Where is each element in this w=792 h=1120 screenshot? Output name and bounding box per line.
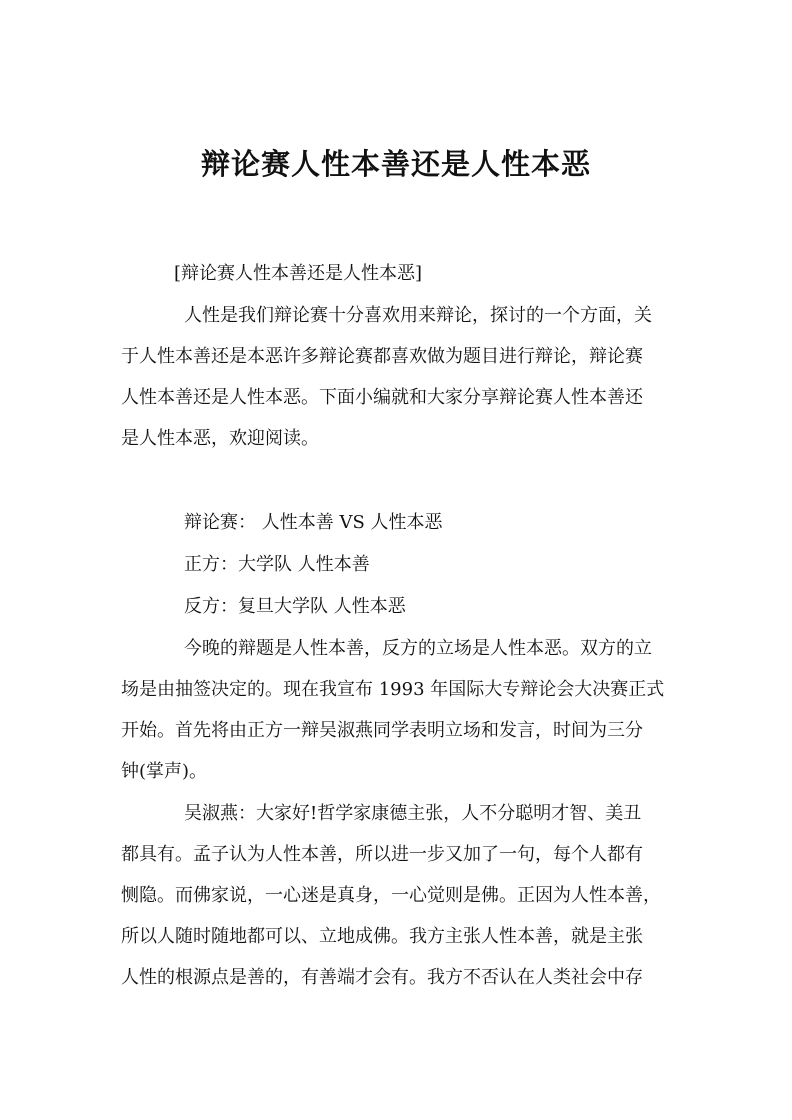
debate-topic: 辩论赛： 人性本善 VS 人性本恶 [184, 512, 443, 533]
paragraph-line: 钟(掌声)。 [121, 761, 208, 782]
paragraph-line: 人性是我们辩论赛十分喜欢用来辩论，探讨的一个方面，关 [184, 305, 652, 326]
bracket-title: [辩论赛人性本善还是人性本恶] [174, 263, 423, 284]
paragraph-line: 人性本善还是人性本恶。下面小编就和大家分享辩论赛人性本善还 [121, 387, 643, 408]
paragraph-line: 都具有。孟子认为人性本善，所以进一步又加了一句，每个人都有 [121, 844, 643, 865]
paragraph-line: 开始。首先将由正方一辩吴淑燕同学表明立场和发言，时间为三分 [121, 720, 643, 741]
paragraph-line: 场是由抽签决定的。现在我宣布 1993 年国际大专辩论会大决赛正式 [121, 679, 665, 700]
negative-team: 反方：复旦大学队 人性本恶 [184, 596, 406, 617]
paragraph-line: 是人性本恶，欢迎阅读。 [121, 428, 319, 449]
paragraph-line: 所以人随时随地都可以、立地成佛。我方主张人性本善，就是主张 [121, 926, 643, 947]
document-title: 辩论赛人性本善还是人性本恶 [200, 147, 591, 181]
paragraph-line: 今晚的辩题是人性本善，反方的立场是人性本恶。双方的立 [184, 638, 652, 659]
paragraph-line: 恻隐。而佛家说，一心迷是真身，一心觉则是佛。正因为人性本善， [121, 885, 661, 906]
paragraph-line: 于人性本善还是本恶许多辩论赛都喜欢做为题目进行辩论，辩论赛 [121, 346, 643, 367]
affirmative-team: 正方：大学队 人性本善 [184, 554, 370, 575]
paragraph-line: 人性的根源点是善的，有善端才会有。我方不否认在人类社会中存 [121, 967, 643, 988]
paragraph-line: 吴淑燕：大家好!哲学家康德主张，人不分聪明才智、美丑 [184, 803, 642, 824]
